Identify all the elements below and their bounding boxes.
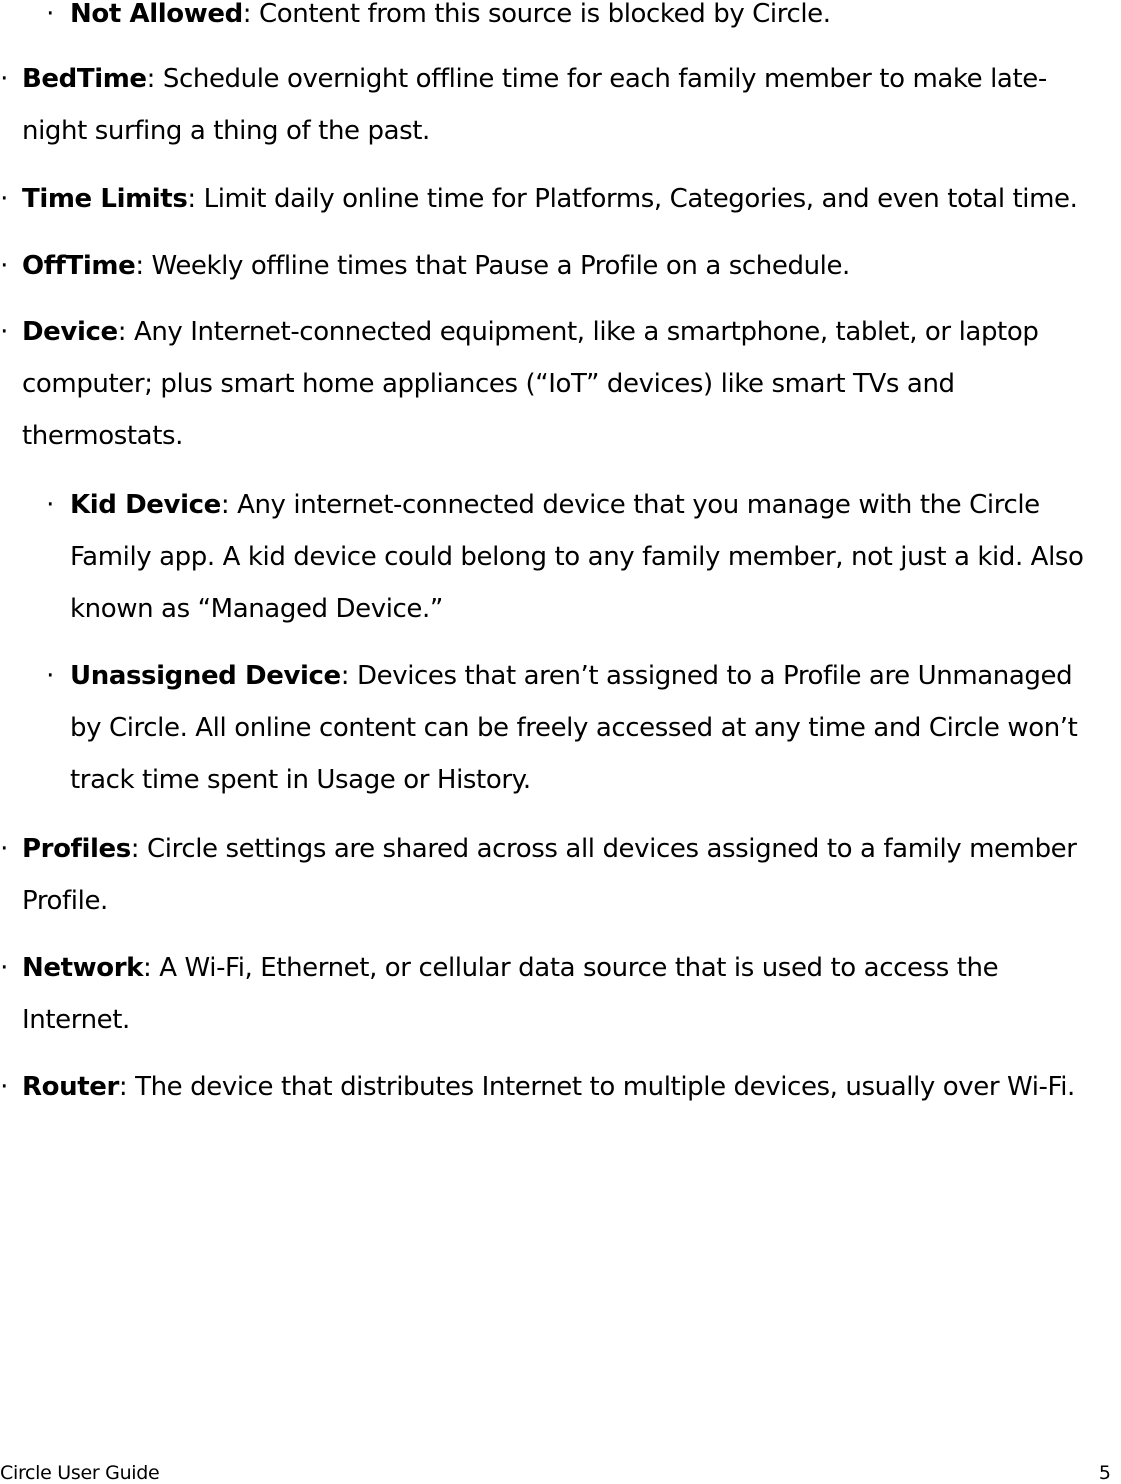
list-item-kid-device bbox=[46, 479, 1084, 635]
definition-text: known as “Managed Device.” bbox=[70, 594, 443, 624]
bullet-icon: · bbox=[0, 1072, 8, 1102]
definition-text: : Schedule overnight offline time for each family member to make late- bbox=[146, 64, 1047, 94]
bullet-icon: · bbox=[0, 251, 8, 281]
definition-text: night surfing a thing of the past. bbox=[22, 116, 430, 146]
definition-text: : Any Internet-connected equipment, like a smartphone, tablet, or laptop bbox=[117, 317, 1039, 347]
definition-text: : A Wi-Fi, Ethernet, or cellular data source that is used to access the bbox=[143, 953, 999, 983]
definition-text: : Devices that aren’t assigned to a Profile are Unmanaged bbox=[340, 661, 1073, 691]
footer-title: Circle User Guide bbox=[0, 1462, 160, 1484]
list-item-time-limits bbox=[0, 173, 1078, 225]
definition-text: : The device that distributes Internet to multiple devices, usually over Wi-Fi. bbox=[118, 1072, 1075, 1102]
term-label: Device bbox=[22, 317, 118, 347]
definition-text: : Circle settings are shared across all devices assigned to a family member bbox=[130, 834, 1077, 864]
definition-text: track time spent in Usage or History. bbox=[70, 765, 531, 795]
bullet-icon: · bbox=[0, 64, 8, 94]
bullet-icon: · bbox=[0, 184, 8, 214]
page-number: 5 bbox=[1098, 1462, 1111, 1484]
term-label: Not Allowed bbox=[70, 0, 243, 29]
list-item-profiles bbox=[0, 823, 1077, 927]
definition-text: : Weekly offline times that Pause a Profile on a schedule. bbox=[135, 251, 850, 281]
definition-text: computer; plus smart home appliances (“IoT” devices) like smart TVs and bbox=[22, 369, 955, 399]
definition-text: Internet. bbox=[22, 1005, 130, 1035]
list-item-device bbox=[0, 306, 1039, 462]
bullet-icon: · bbox=[0, 834, 8, 864]
definition-text: thermostats. bbox=[22, 421, 184, 451]
bullet-icon: · bbox=[46, 490, 54, 520]
term-label: OffTime bbox=[22, 251, 136, 281]
list-item-network bbox=[0, 942, 999, 1046]
term-label: Unassigned Device bbox=[70, 661, 341, 691]
list-item-router bbox=[0, 1061, 1075, 1113]
term-label: Network bbox=[22, 953, 144, 983]
definition-text: : Limit daily online time for Platforms, Categories, and even total time. bbox=[187, 184, 1078, 214]
definition-text: : Content from this source is blocked by Circle. bbox=[242, 0, 831, 29]
bullet-icon: · bbox=[0, 953, 8, 983]
list-item-offtime bbox=[0, 240, 850, 292]
term-label: Time Limits bbox=[22, 184, 188, 214]
bullet-icon: · bbox=[46, 661, 54, 691]
list-item-unassigned-device bbox=[46, 650, 1078, 806]
term-label: Kid Device bbox=[70, 490, 221, 520]
definition-text: : Any internet-connected device that you manage with the Circle bbox=[220, 490, 1040, 520]
list-item-not-allowed bbox=[46, 0, 831, 40]
definition-text: by Circle. All online content can be freely accessed at any time and Circle won’t bbox=[70, 713, 1078, 743]
bullet-icon: · bbox=[46, 0, 54, 29]
term-label: BedTime bbox=[22, 64, 147, 94]
list-item-bedtime bbox=[0, 53, 1047, 157]
definition-text: Family app. A kid device could belong to any family member, not just a kid. Also bbox=[70, 542, 1084, 572]
term-label: Router bbox=[22, 1072, 119, 1102]
bullet-icon: · bbox=[0, 317, 8, 347]
term-label: Profiles bbox=[22, 834, 131, 864]
definition-text: Profile. bbox=[22, 886, 108, 916]
